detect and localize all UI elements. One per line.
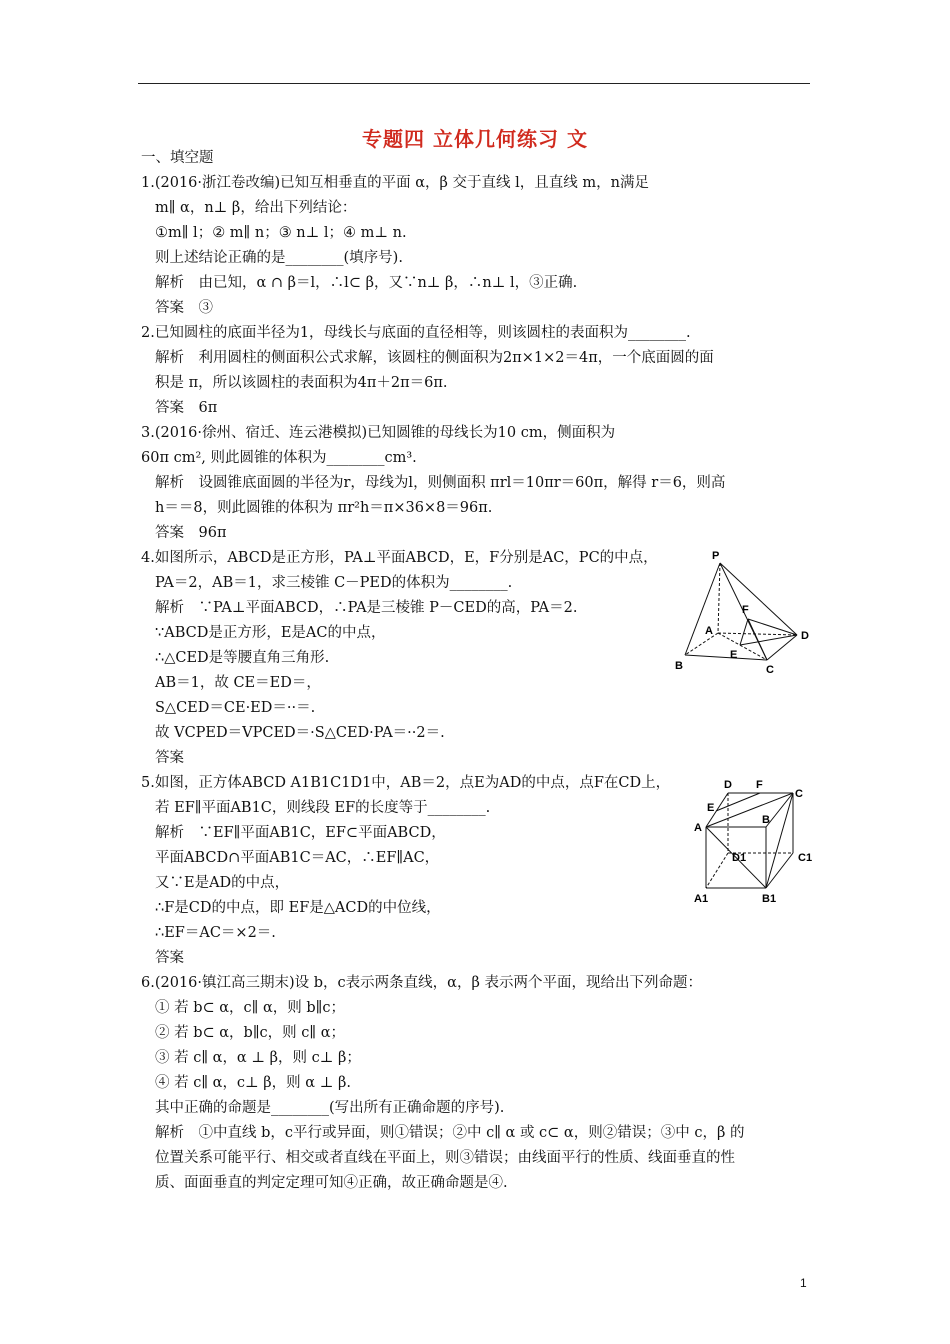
q6-solution-3: 质、面面垂直的判定定理可知④正确，故正确命题是④. xyxy=(155,1175,508,1191)
page-title: 专题四 立体几何练习 文 xyxy=(362,127,588,151)
q5-solution-4: ∴F是CD的中点，即 EF是△ACD的中位线， xyxy=(155,900,441,916)
q1-stem: 1.(2016·浙江卷改编)已知互相垂直的平面 α，β 交于直线 l，且直线 m，n满足 xyxy=(141,175,649,191)
q4-solution-5: S△CED＝CE·ED＝··＝. xyxy=(155,700,316,716)
q4-solution-3: ∴△CED是等腰直角三角形. xyxy=(155,650,330,666)
q2-solution-1: 解析 利用圆柱的侧面积公式求解，该圆柱的侧面积为2π×1×2＝4π，一个底面圆的面 xyxy=(155,350,714,366)
label-A1: A1 xyxy=(694,893,709,905)
q4-stem-1: 4.如图所示，ABCD是正方形，PA⊥平面ABCD，E，F分别是AC，PC的中点， xyxy=(141,550,658,566)
label-E: E xyxy=(730,649,738,661)
q4-answer: 答案 xyxy=(155,750,184,766)
q6-option-4: ④ 若 c∥ α，c⊥ β，则 α ⊥ β. xyxy=(155,1075,351,1091)
label-C: C xyxy=(766,664,774,675)
q6-ask: 其中正确的命题是________(写出所有正确命题的序号). xyxy=(155,1100,505,1116)
header-rule xyxy=(138,83,810,84)
q1-solution: 解析 由已知，α ∩ β＝l，∴l⊂ β，又∵n⊥ β，∴n⊥ l，③正确. xyxy=(155,275,578,291)
q6-solution-2: 位置关系可能平行、相交或者直线在平面上，则③错误；由线面平行的性质、线面垂直的性 xyxy=(155,1150,735,1166)
label-D1: D1 xyxy=(732,852,747,864)
q1-answer: 答案 ③ xyxy=(155,300,213,316)
label-B: B xyxy=(762,814,770,826)
page-number: 1 xyxy=(800,1276,807,1290)
label-E: E xyxy=(707,802,715,814)
cube-figure xyxy=(688,775,818,910)
q5-solution-2: 平面ABCD∩平面AB1C＝AC，∴EF∥AC， xyxy=(155,850,440,866)
pyramid-figure xyxy=(670,545,815,675)
label-A: A xyxy=(705,625,713,637)
section-heading: 一、填空题 xyxy=(141,150,214,166)
q2-solution-2: 积是 π，所以该圆柱的表面积为4π＋2π＝6π. xyxy=(155,375,448,391)
q2-answer: 答案 6π xyxy=(155,400,218,416)
q3-solution-1: 解析 设圆锥底面圆的半径为r，母线为l，则侧面积 πrl＝10πr＝60π，解得 r＝6，则高 xyxy=(155,475,726,491)
label-P: P xyxy=(712,550,720,562)
q6-option-3: ③ 若 c∥ α，α ⊥ β，则 c⊥ β； xyxy=(155,1050,361,1066)
label-F: F xyxy=(742,604,749,616)
q6-option-1: ① 若 b⊂ α，c∥ α，则 b∥c； xyxy=(155,1000,345,1016)
q3-stem-1: 3.(2016·徐州、宿迁、连云港模拟)已知圆锥的母线长为10 cm，侧面积为 xyxy=(141,425,616,441)
q3-solution-2: h＝＝8，则此圆锥的体积为 πr²h＝π×36×8＝96π. xyxy=(155,500,493,516)
label-C: C xyxy=(795,788,803,800)
q3-stem-2: 60π cm², 则此圆锥的体积为________cm³. xyxy=(141,450,417,466)
q6-stem: 6.(2016·镇江高三期末)设 b，c表示两条直线，α，β 表示两个平面，现给出下列命题： xyxy=(141,975,702,991)
q5-answer: 答案 xyxy=(155,950,184,966)
label-D: D xyxy=(801,630,809,642)
q1-options: ①m∥ l；② m∥ n；③ n⊥ l；④ m⊥ n. xyxy=(155,225,407,241)
label-B1: B1 xyxy=(762,893,777,905)
q5-solution-5: ∴EF＝AC＝×2＝. xyxy=(155,925,276,941)
q5-stem-2: 若 EF∥平面AB1C，则线段 EF的长度等于________. xyxy=(155,800,491,816)
q5-solution-3: 又∵E是AD的中点， xyxy=(155,875,290,891)
label-C1: C1 xyxy=(798,852,813,864)
label-F: F xyxy=(756,779,763,791)
q2-stem: 2.已知圆柱的底面半径为1，母线长与底面的直径相等，则该圆柱的表面积为________. xyxy=(141,325,691,341)
q4-solution-6: 故 VCPED＝VPCED＝·S△CED·PA＝··2＝. xyxy=(155,725,445,741)
q3-answer: 答案 96π xyxy=(155,525,227,541)
q5-stem-1: 5.如图，正方体ABCD A1B1C1D1中，AB＝2，点E为AD的中点，点F在CD上， xyxy=(141,775,671,791)
q1-ask: 则上述结论正确的是________(填序号). xyxy=(155,250,403,266)
q1-conditions: m∥ α，n⊥ β，给出下列结论： xyxy=(155,200,357,216)
q6-solution-1: 解析 ①中直线 b，c平行或异面，则①错误；②中 c∥ α 或 c⊂ α，则②错误；③中 c，β 的 xyxy=(155,1125,745,1141)
label-A: A xyxy=(694,822,702,834)
q4-solution-2: ∵ABCD是正方形，E是AC的中点， xyxy=(155,625,386,641)
q4-stem-2: PA＝2，AB＝1，求三棱锥 C－PED的体积为________. xyxy=(155,575,513,591)
q5-solution-1: 解析 ∵EF∥平面AB1C，EF⊂平面ABCD， xyxy=(155,825,446,841)
q4-solution-4: AB＝1，故 CE＝ED＝， xyxy=(155,675,321,691)
q6-option-2: ② 若 b⊂ α，b∥c，则 c∥ α； xyxy=(155,1025,345,1041)
q4-solution-1: 解析 ∵PA⊥平面ABCD，∴PA是三棱锥 P－CED的高，PA＝2. xyxy=(155,600,578,616)
label-D: D xyxy=(724,779,732,791)
label-B: B xyxy=(675,660,683,672)
